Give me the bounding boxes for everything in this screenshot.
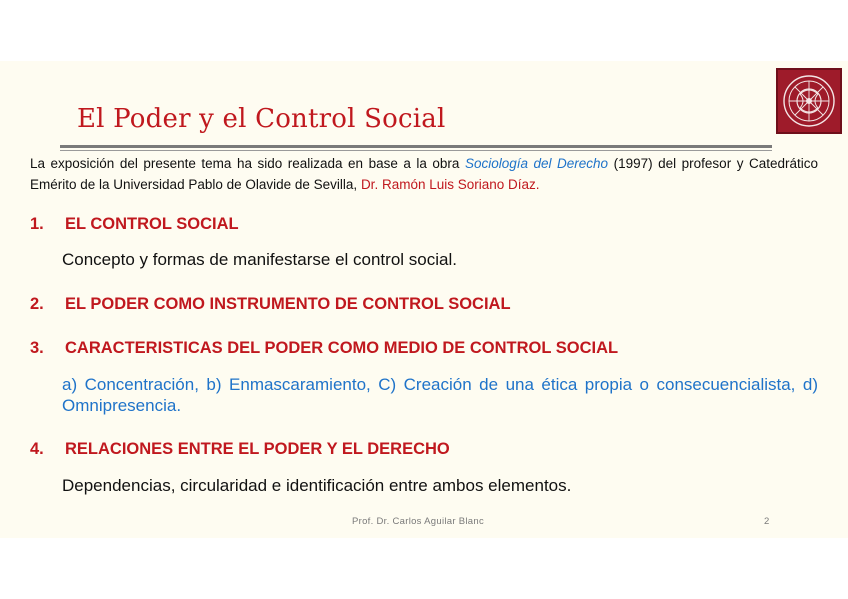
section-heading-text: EL PODER COMO INSTRUMENTO DE CONTROL SOCIAL — [65, 295, 511, 313]
page-number: 2 — [764, 516, 770, 527]
section-number: 4. — [30, 440, 44, 458]
title-rule-thin — [60, 150, 772, 151]
section-heading-text: CARACTERISTICAS DEL PODER COMO MEDIO DE CONTROL SOCIAL — [65, 339, 619, 357]
slide — [0, 61, 848, 538]
section-heading-text: EL CONTROL SOCIAL — [65, 215, 239, 233]
section-heading-text: RELACIONES ENTRE EL PODER Y EL DERECHO — [65, 440, 450, 458]
section-body-1: Concepto y formas de manifestarse el control social. — [62, 250, 457, 269]
section-number: 1. — [30, 215, 44, 233]
section-number: 2. — [30, 295, 44, 313]
footer-author: Prof. Dr. Carlos Aguilar Blanc — [352, 516, 485, 527]
section-heading-3 — [30, 339, 618, 358]
intro-text-before: La exposición del presente tema ha sido realizada en base a la obra — [30, 156, 465, 171]
section-body-3: a) Concentración, b) Enmascaramiento, C) Creación de una ética propia o consecuencialista, d) Omnipresencia. — [62, 375, 818, 415]
author-name: Dr. Ramón Luis Soriano Díaz. — [360, 177, 540, 192]
section-number: 3. — [30, 339, 44, 357]
section-body-4: Dependencias, circularidad e identificación entre ambos elementos. — [62, 476, 572, 495]
section-heading-1 — [30, 215, 239, 234]
section-heading-4 — [30, 440, 450, 459]
intro-text-middle: (1997) del profesor y Catedrático Emérito de la Universidad Pablo de Olavide de Sevilla, — [30, 156, 818, 192]
section-heading-2 — [30, 295, 511, 314]
intro-paragraph — [30, 153, 818, 195]
slide-title: El Poder y el Control Social — [77, 104, 446, 134]
university-seal-icon — [776, 68, 842, 134]
title-rule-thick — [60, 145, 772, 148]
book-title: Sociología del Derecho — [464, 156, 609, 171]
